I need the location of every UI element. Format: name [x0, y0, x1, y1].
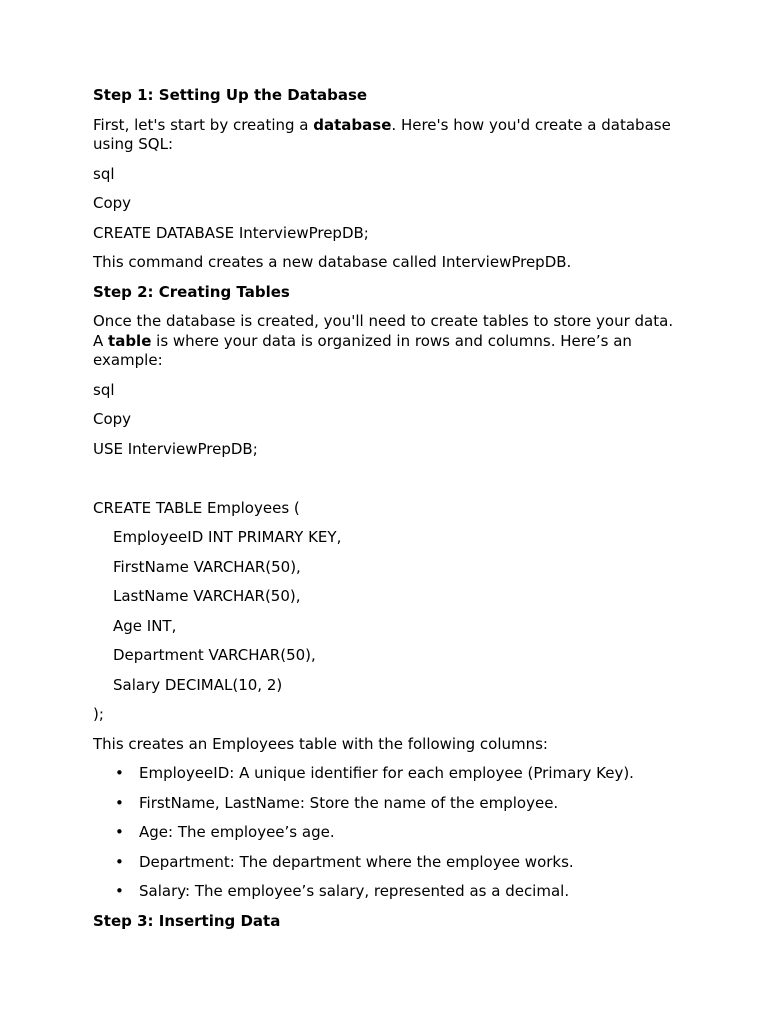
step2-intro-text-1: Once the database is created, you'll need to create tables to store your data. A — [93, 312, 674, 350]
step1-intro-bold: database — [313, 115, 392, 134]
step1-lang-label: sql — [93, 164, 115, 183]
list-item — [93, 853, 678, 873]
code-column-line: EmployeeID INT PRIMARY KEY, — [113, 528, 342, 546]
code-blank-line — [93, 469, 678, 489]
code-column-line: Salary DECIMAL(10, 2) — [113, 675, 283, 694]
step2-lang-label: sql — [93, 380, 115, 399]
step2-code-create: CREATE TABLE Employees ( — [93, 498, 300, 517]
bullet-icon: • — [115, 882, 124, 900]
step3-heading: Step 3: Inserting Data — [93, 911, 281, 930]
code-column-line: Age INT, — [113, 616, 177, 635]
step1-heading: Step 1: Setting Up the Database — [93, 86, 368, 104]
list-item — [93, 823, 678, 843]
list-item-text: EmployeeID: A unique identifier for each employee (Primary Key). — [139, 764, 634, 782]
step2-code-close: ); — [93, 705, 104, 723]
bullet-icon: • — [115, 823, 124, 841]
step1-code-line: CREATE DATABASE InterviewPrepDB; — [93, 223, 369, 242]
list-item-text: Salary: The employee’s salary, represented as a decimal. — [139, 882, 570, 900]
step2-heading: Step 2: Creating Tables — [93, 282, 290, 301]
column-bullet-list — [93, 764, 678, 902]
step2-after: This creates an Employees table with the following columns: — [93, 734, 548, 753]
step1-copy-label: Copy — [93, 194, 132, 212]
list-item-text: Department: The department where the employee works. — [139, 852, 574, 871]
bullet-icon: • — [115, 764, 124, 782]
step1-intro-text-1: First, let's start by creating a — [93, 115, 314, 134]
list-item — [93, 764, 678, 784]
bullet-icon: • — [115, 793, 124, 812]
list-item — [93, 794, 678, 814]
code-column-line: FirstName VARCHAR(50), — [113, 557, 301, 576]
page-body — [93, 86, 678, 941]
step2-intro-bold: table — [108, 331, 152, 350]
step2-code-use: USE InterviewPrepDB; — [93, 439, 258, 458]
code-column-line: Department VARCHAR(50), — [113, 646, 316, 664]
step1-after: This command creates a new database called InterviewPrepDB. — [93, 253, 572, 271]
step1-intro — [93, 116, 678, 155]
code-column-line: LastName VARCHAR(50), — [113, 587, 301, 605]
list-item-text: FirstName, LastName: Store the name of the employee. — [139, 793, 559, 812]
bullet-icon: • — [115, 852, 124, 871]
step1-intro-text-2: . Here's how you'd create a database using SQL: — [93, 115, 671, 153]
list-item — [93, 882, 678, 902]
step2-intro-text-2: is where your data is organized in rows and columns. Here’s an example: — [93, 331, 632, 369]
list-item-text: Age: The employee’s age. — [139, 823, 335, 841]
step2-intro — [93, 312, 678, 371]
step2-copy-label: Copy — [93, 410, 132, 428]
